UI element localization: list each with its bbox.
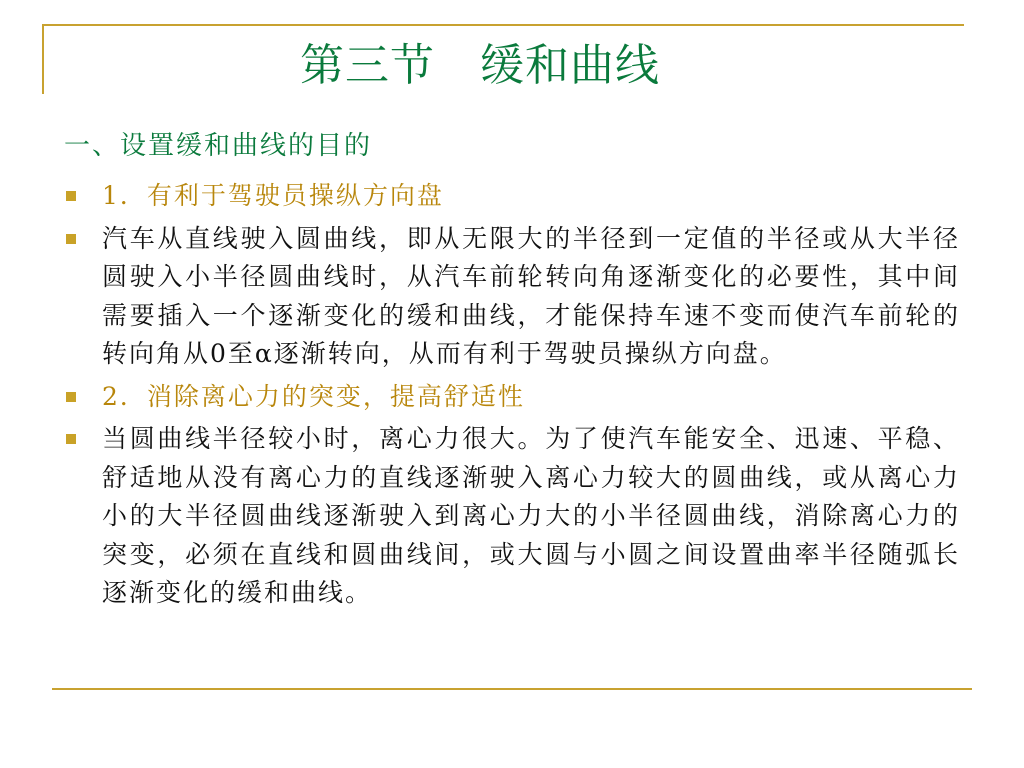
square-bullet-icon [66,191,76,201]
bullet-list [60,177,960,617]
section-subheading: 一、设置缓和曲线的目的 [64,131,373,161]
square-bullet-icon [66,434,76,444]
slide-title: 第三节 缓和曲线 [300,40,660,91]
bullet-item-body-1 [60,220,960,374]
square-bullet-icon [66,392,76,402]
bullet-item-heading-1 [60,177,960,216]
bullet-text: 1．有利于驾驶员操纵方向盘 [102,181,444,210]
bullet-item-body-2 [60,420,960,613]
bullet-text: 汽车从直线驶入圆曲线，即从无限大的半径到一定值的半径或从大半径圆驶入小半径圆曲线时，从汽车前轮转向角逐渐变化的必要性，其中间需要插入一个逐渐变化的缓和曲线，才能保持车速不变而使汽车前轮的转向角从0至α逐渐转向，从而有利于驾驶员操纵方向盘。 [102,223,960,368]
bullet-item-heading-2 [60,378,960,417]
top-rule [42,24,964,26]
square-bullet-icon [66,234,76,244]
bullet-text: 当圆曲线半径较小时，离心力很大。为了使汽车能安全、迅速、平稳、舒适地从没有离心力的直线逐渐驶入离心力较大的圆曲线，或从离心力小的大半径圆曲线逐渐驶入到离心力大的小半径圆曲线，消除离心力的突变，必须在直线和圆曲线间，或大圆与小圆之间设置曲率半径随弧长逐渐变化的缓和曲线。 [102,424,960,607]
bullet-text: 2．消除离心力的突变，提高舒适性 [102,381,525,411]
bottom-rule [52,688,972,690]
